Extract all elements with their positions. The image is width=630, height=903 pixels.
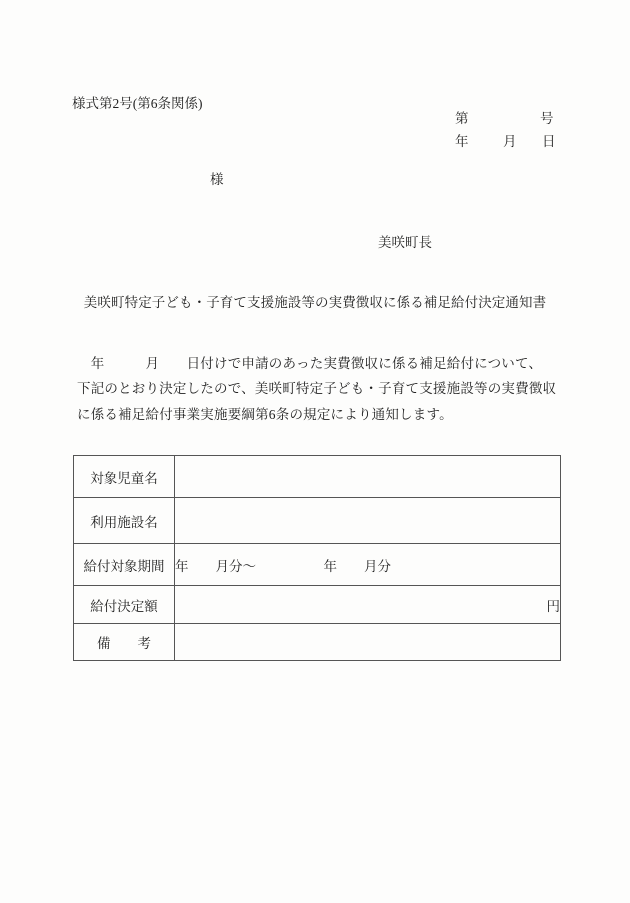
row-value-grant-amount: 円: [175, 586, 561, 624]
row-label-facility-name: 利用施設名: [74, 498, 175, 544]
body-paragraph: [77, 351, 565, 427]
row-value-child-name: [175, 456, 561, 498]
doc-number-prefix: 第: [455, 111, 469, 126]
date-day-label: 日: [542, 134, 556, 149]
date-month-label: 月: [503, 134, 517, 149]
row-label-remarks: 備 考: [74, 624, 175, 661]
body-line-1: 年 月 日付けで申請のあった実費徴収に係る補足給付について、: [77, 356, 543, 371]
row-label-child-name: 対象児童名: [74, 456, 175, 498]
document-title: 美咲町特定子ども・子育て支援施設等の実費徴収に係る補足給付決定通知書: [83, 295, 547, 310]
row-label-grant-period: 給付対象期間: [74, 544, 175, 586]
table-row: [74, 456, 561, 498]
form-number: 様式第2号(第6条関係): [72, 96, 203, 111]
sender-title: 美咲町長: [378, 235, 432, 250]
row-value-remarks: [175, 624, 561, 661]
row-label-grant-amount: 給付決定額: [74, 586, 175, 624]
date-year-label: 年: [455, 134, 469, 149]
grant-details-table: [73, 455, 561, 661]
doc-number-suffix: 号: [540, 111, 554, 126]
body-line-3: に係る補足給付事業実施要綱第6条の規定により通知します。: [77, 406, 453, 422]
table-row: [74, 498, 561, 544]
addressee-honorific: 様: [210, 172, 224, 187]
row-value-grant-period: 年 月分～ 年 月分: [175, 544, 561, 586]
table-row: [74, 624, 561, 661]
table-row: [74, 544, 561, 586]
body-line-2: 下記のとおり決定したので、美咲町特定子ども・子育て支援施設等の実費徴収: [77, 381, 557, 397]
table-row: [74, 586, 561, 624]
row-value-facility-name: [175, 498, 561, 544]
